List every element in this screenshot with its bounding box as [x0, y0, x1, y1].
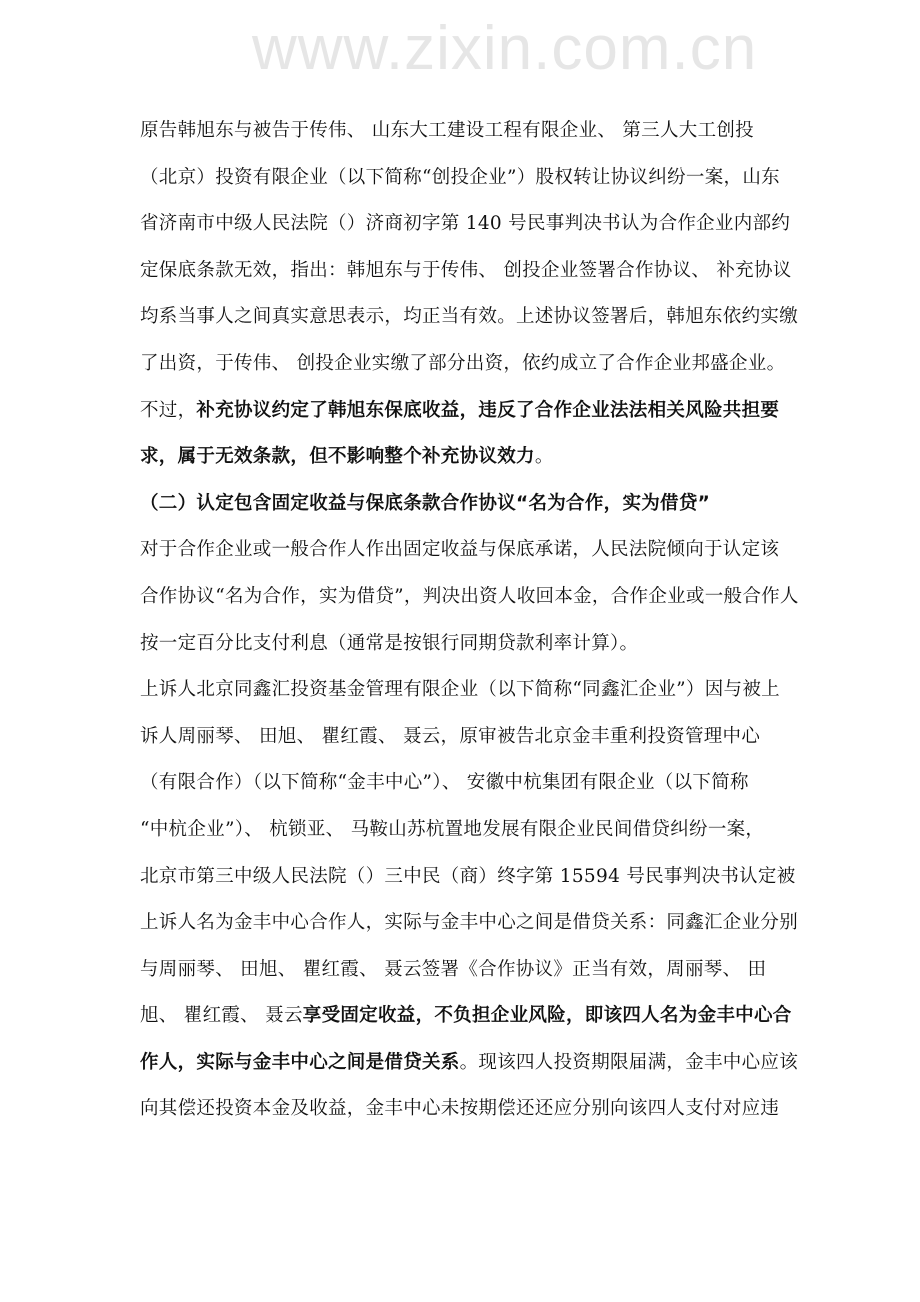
text-line — [140, 341, 790, 388]
text-segment: 与周丽琴、 田旭、 瞿红霞、 聂云签署《合作协议》正当有效，周丽琴、 田 — [140, 958, 767, 980]
bold-text: 享受固定收益，不负担企业风险，即该四人名为金丰中心合 — [302, 1005, 792, 1027]
text-line — [140, 1040, 799, 1087]
text-line — [140, 527, 790, 574]
watermark: www.zixin.com.cn — [252, 14, 758, 83]
bold-text: 补充协议约定了韩旭东保底收益，违反了合作企业法法相关风险共担要 — [196, 399, 780, 421]
text-segment: 了出资，于传伟、 创投企业实缴了部分出资，依约成立了合作企业邦盛企业。 — [140, 352, 786, 374]
text-segment: （有限合作）（以下简称“金丰中心”）、 安徽中杭集团有限企业（以下简称 — [140, 772, 749, 794]
text-line — [140, 621, 790, 668]
text-line — [140, 714, 790, 761]
bold-text: （二）认定包含固定收益与保底条款合作协议“名为合作，实为借贷” — [140, 492, 711, 514]
text-segment: 向其偿还投资本金及收益，金丰中心未按期偿还还应分别向该四人支付对应违 — [140, 1098, 780, 1120]
document-body — [140, 108, 799, 1133]
text-segment: 。 — [534, 446, 554, 468]
text-segment: 旭、 瞿红霞、 聂云 — [140, 1005, 303, 1027]
text-line — [140, 900, 799, 947]
text-segment: 上诉人北京同鑫汇投资基金管理有限企业（以下简称“同鑫汇企业”）因与被上 — [140, 679, 780, 701]
text-segment: 合作协议“名为合作，实为借贷”，判决出资人收回本金，合作企业或一般合作人 — [140, 585, 799, 607]
text-line — [140, 201, 790, 248]
text-segment: 不过， — [140, 399, 197, 421]
bold-text: 求，属于无效条款，但不影响整个补充协议效力 — [140, 446, 535, 468]
text-line — [140, 108, 790, 155]
text-segment: （北京）投资有限企业（以下简称“创投企业”）股权转让协议纠纷一案，山东 — [140, 166, 780, 188]
text-line — [140, 667, 790, 714]
text-line — [140, 574, 799, 621]
text-line — [140, 993, 790, 1040]
text-segment: 对于合作企业或一般合作人作出固定收益与保底承诺，人民法院倾向于认定该 — [140, 539, 780, 561]
text-line — [140, 947, 790, 994]
text-segment: 均系当事人之间真实意思表示，均正当有效。上述协议签署后，韩旭东依约实缴 — [140, 306, 799, 328]
text-segment: 按一定百分比支付利息（通常是按银行同期贷款利率计算）。 — [140, 632, 639, 654]
text-segment: 。现该四人投资期限届满，金丰中心应该 — [459, 1051, 799, 1073]
text-line — [140, 294, 799, 341]
text-line — [140, 388, 790, 435]
text-line — [140, 1086, 790, 1133]
text-line — [140, 155, 790, 202]
text-line — [140, 434, 790, 481]
text-segment: 诉人周丽琴、 田旭、 瞿红霞、 聂云，原审被告北京金丰重利投资管理中心 — [140, 725, 761, 747]
text-segment: “中杭企业”）、 杭锁亚、 马鞍山苏杭置地发展有限企业民间借贷纠纷一案， — [140, 818, 765, 840]
bold-text: 作人，实际与金丰中心之间是借贷关系 — [140, 1051, 460, 1073]
text-line — [140, 854, 796, 901]
text-line — [140, 760, 790, 807]
text-line — [140, 248, 790, 295]
text-segment: 上诉人名为金丰中心合作人，实际与金丰中心之间是借贷关系：同鑫汇企业分别 — [140, 912, 799, 934]
text-segment: 北京市第三中级人民法院（）三中民（商）终字第 15594 号民事判决书认定被 — [140, 865, 796, 887]
text-segment: 原告韩旭东与被告于传伟、 山东大工建设工程有限企业、 第三人大工创投 — [140, 120, 754, 141]
text-line — [140, 807, 790, 854]
section-heading — [140, 481, 790, 528]
text-segment: 定保底条款无效，指出：韩旭东与于传伟、 创投企业签署合作协议、 补充协议 — [140, 259, 792, 281]
text-segment: 省济南市中级人民法院（）济商初字第 140 号民事判决书认为合作企业内部约 — [140, 213, 791, 235]
